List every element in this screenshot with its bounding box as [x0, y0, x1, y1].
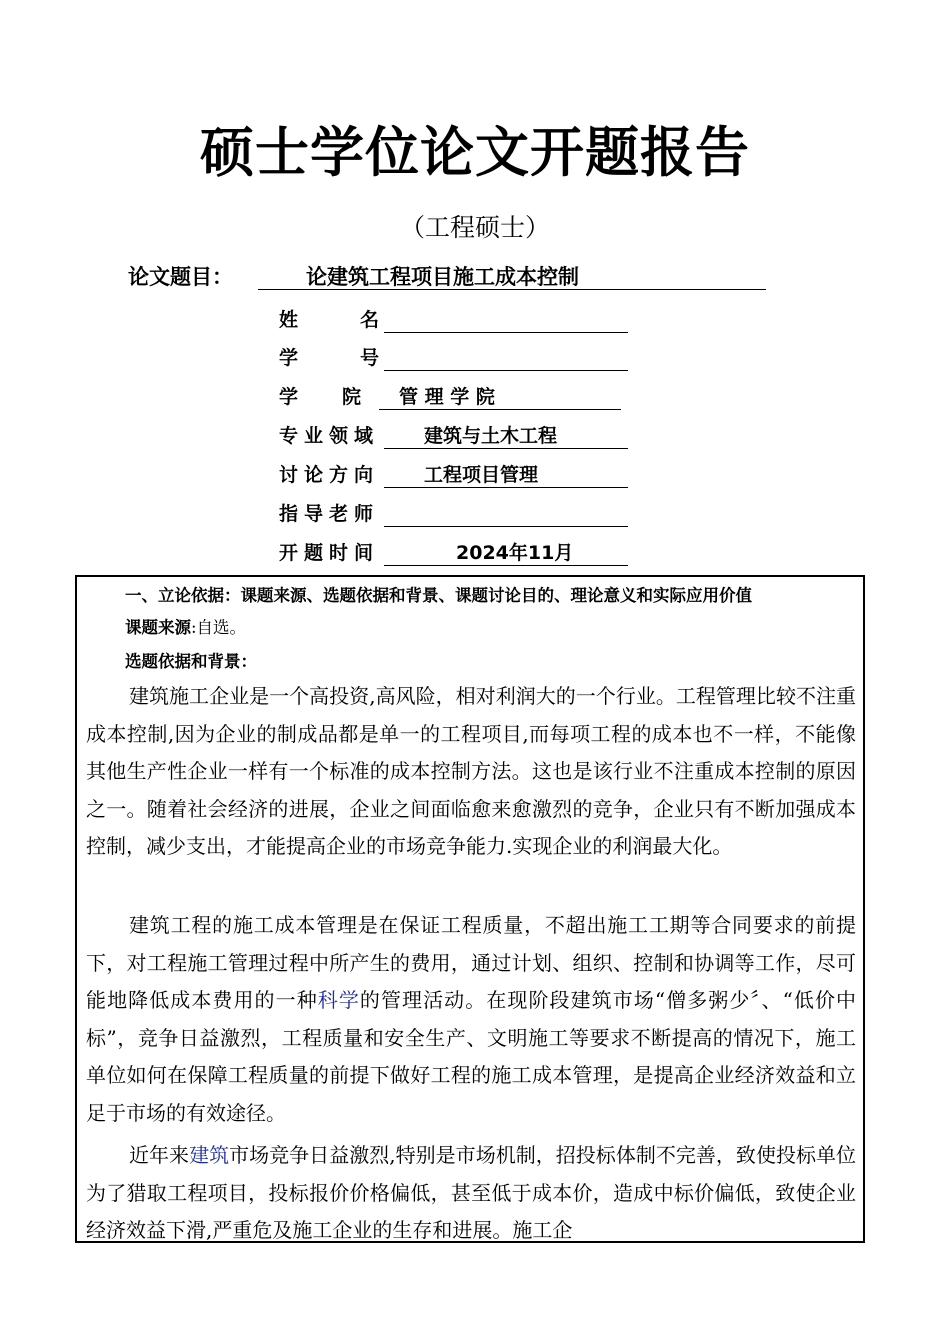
info-row-date [279, 536, 574, 570]
paragraph-3 [86, 1137, 856, 1243]
direction-label: 讨论方向 [279, 464, 380, 486]
source-value: :自选。 [191, 618, 247, 637]
paragraph-2 [86, 907, 856, 1132]
info-row-name [279, 303, 442, 337]
paragraph-3-text-a: 近年来 [129, 1143, 190, 1167]
college-label: 学院 [279, 386, 406, 408]
info-row-college [279, 380, 495, 414]
link-construction[interactable]: 建筑 [189, 1143, 230, 1167]
document-subtitle: （工程硕士） [399, 213, 550, 242]
date-label: 开题时间 [279, 542, 380, 564]
info-row-advisor [279, 497, 389, 531]
info-row-student-id [279, 341, 442, 375]
college-value: 管 理 学 院 [379, 380, 621, 410]
thesis-title-value: 论建筑工程项目施工成本控制 [258, 260, 766, 290]
name-label: 姓名 [279, 309, 442, 331]
source-row [125, 615, 246, 641]
paragraph-2-text-a: 建筑工程的施工成本管理是在保证工程质量，不超出施工工期等合同要求的前提下，对工程施工管理过程中所产生的费用，通过计划、组织、控制和协调等工作，尽可能地降低成本费用的一种 [86, 913, 856, 1012]
advisor-label: 指导老师 [279, 503, 380, 525]
thesis-title-label: 论文题目： [128, 265, 233, 289]
major-label: 专业领域 [279, 425, 380, 447]
student-id-value [384, 341, 628, 371]
link-science[interactable]: 科学 [317, 988, 360, 1012]
paragraph-3-text-b: 市场竞争日益激烈,特别是市场机制，招投标体制不完善，致使投标单位为了猎取工程项目，投标报价价格偏低，甚至低于成本价，造成中标价偏低，致使企业经济效益下滑,严重危及施工企业的生存和进展。施工企 [86, 1143, 857, 1242]
major-value: 建筑与土木工程 [384, 419, 628, 449]
paragraph-2-text-b: 的管理活动。在现阶段建筑市场“僧多粥少〞、“低价中标”，竞争日益激烈，工程质量和安全生产、文明施工等要求不断提高的情况下，施工单位如何在保障工程质量的前提下做好工程的施工成本管理，是提高企业经济效益和立足于市场的有效途径。 [86, 988, 857, 1125]
thesis-title-row [128, 260, 579, 294]
info-row-major [279, 419, 558, 453]
date-value: 2024年11月 [384, 536, 628, 566]
info-row-direction [279, 458, 539, 492]
advisor-value [384, 497, 628, 527]
background-heading: 选题依据和背景： [125, 652, 257, 671]
name-value [384, 303, 628, 333]
section-heading: 一、立论依据：课题来源、选题依据和背景、课题讨论目的、理论意义和实际应用价值 [125, 586, 752, 605]
document-title: 硕士学位论文开题报告 [200, 121, 750, 184]
source-label: 课题来源 [125, 618, 191, 637]
direction-value: 工程项目管理 [384, 458, 628, 488]
paragraph-1: 建筑施工企业是一个高投资,高风险，相对利润大的一个行业。工程管理比较不注重成本控制,因为企业的制成品都是单一的工程项目,而每项工程的成本也不一样，不能像其他生产性企业一样有一个标准的成本控制方法。这也是该行业不注重成本控制的原因之一。随着社会经济的进展，企业之间面临愈来愈激烈的竞争，企业只有不断加强成本控制，减少支出，才能提高企业的市场竞争能力.实现企业的利润最大化。 [86, 684, 856, 858]
content-box [75, 575, 865, 1243]
student-id-label: 学号 [279, 347, 442, 369]
